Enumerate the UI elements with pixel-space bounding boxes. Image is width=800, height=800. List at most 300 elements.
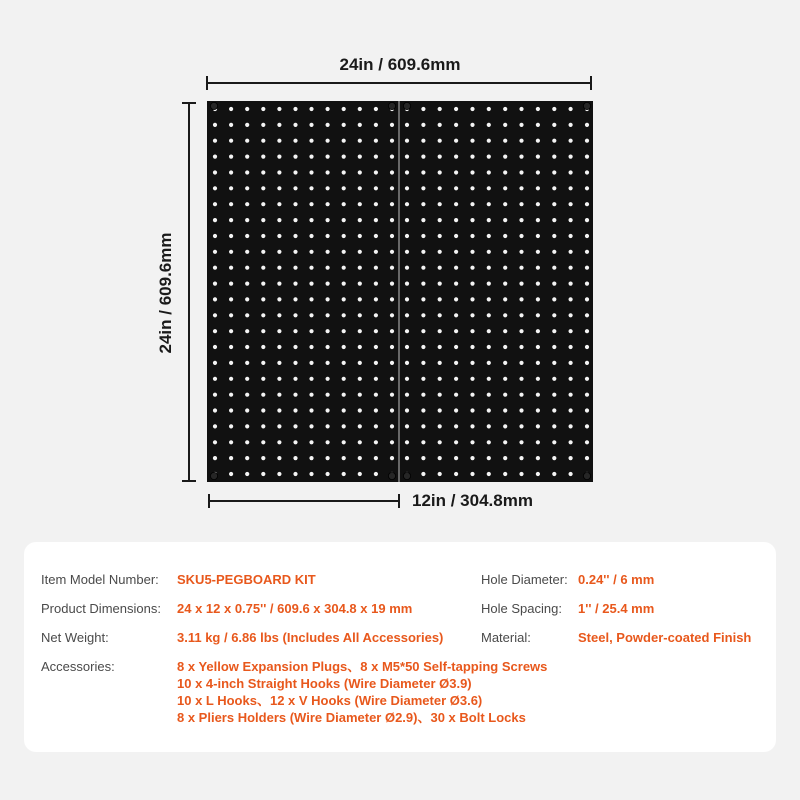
peg-hole: [293, 234, 297, 238]
peg-hole: [421, 202, 425, 206]
peg-hole: [454, 440, 458, 444]
peg-hole: [261, 440, 265, 444]
peg-hole: [470, 139, 474, 143]
peg-hole: [309, 472, 313, 476]
peg-hole: [342, 393, 346, 397]
peg-hole: [487, 186, 491, 190]
peg-hole: [229, 361, 233, 365]
peg-hole: [421, 313, 425, 317]
peg-hole: [309, 424, 313, 428]
peg-hole: [421, 123, 425, 127]
peg-hole: [326, 123, 330, 127]
peg-hole: [503, 440, 507, 444]
peg-hole: [536, 218, 540, 222]
peg-hole: [438, 266, 442, 270]
peg-hole: [585, 456, 589, 460]
peg-hole: [342, 107, 346, 111]
peg-hole: [358, 234, 362, 238]
peg-hole: [585, 345, 589, 349]
peg-hole: [261, 282, 265, 286]
peg-hole: [293, 282, 297, 286]
peg-hole: [503, 139, 507, 143]
peg-hole: [519, 424, 523, 428]
peg-hole: [421, 186, 425, 190]
peg-hole: [213, 250, 217, 254]
peg-hole: [358, 440, 362, 444]
peg-hole: [277, 424, 281, 428]
peg-hole: [470, 361, 474, 365]
peg-hole: [261, 424, 265, 428]
peg-hole: [326, 456, 330, 460]
peg-hole: [552, 393, 556, 397]
peg-hole: [326, 472, 330, 476]
peg-hole: [261, 361, 265, 365]
peg-hole: [342, 329, 346, 333]
peg-hole: [487, 313, 491, 317]
peg-hole: [585, 123, 589, 127]
peg-hole: [454, 218, 458, 222]
peg-hole: [585, 440, 589, 444]
mounting-screw: [403, 472, 410, 479]
peg-hole: [342, 139, 346, 143]
peg-hole: [421, 170, 425, 174]
peg-hole: [229, 456, 233, 460]
peg-hole: [277, 234, 281, 238]
peg-hole: [421, 329, 425, 333]
peg-hole: [358, 170, 362, 174]
peg-hole: [454, 393, 458, 397]
peg-hole: [229, 345, 233, 349]
peg-hole: [569, 234, 573, 238]
peg-hole: [454, 155, 458, 159]
peg-hole: [293, 361, 297, 365]
peg-hole: [342, 155, 346, 159]
peg-hole: [358, 408, 362, 412]
peg-hole: [519, 170, 523, 174]
mounting-screw: [403, 102, 410, 109]
peg-hole: [487, 345, 491, 349]
peg-hole: [569, 155, 573, 159]
peg-hole: [261, 123, 265, 127]
peg-hole: [293, 107, 297, 111]
mounting-screw: [583, 472, 590, 479]
peg-hole: [569, 297, 573, 301]
peg-hole: [326, 234, 330, 238]
peg-hole: [421, 218, 425, 222]
peg-hole: [552, 377, 556, 381]
peg-hole: [470, 170, 474, 174]
peg-hole: [229, 123, 233, 127]
peg-hole: [213, 234, 217, 238]
peg-hole: [438, 408, 442, 412]
peg-hole: [454, 107, 458, 111]
accessories-line: 8 x Pliers Holders (Wire Diameter Ø2.9)、30 x Bolt Locks: [177, 710, 526, 725]
peg-hole: [358, 297, 362, 301]
peg-hole: [519, 329, 523, 333]
peg-hole: [552, 155, 556, 159]
peg-hole: [421, 282, 425, 286]
peg-hole: [438, 218, 442, 222]
peg-hole: [536, 456, 540, 460]
peg-hole: [374, 282, 378, 286]
peg-hole: [358, 107, 362, 111]
peg-hole: [245, 408, 249, 412]
peg-hole: [438, 282, 442, 286]
peg-hole: [405, 329, 409, 333]
peg-hole: [405, 440, 409, 444]
peg-hole: [585, 202, 589, 206]
peg-hole: [405, 424, 409, 428]
peg-hole: [309, 313, 313, 317]
peg-hole: [277, 377, 281, 381]
peg-hole: [487, 377, 491, 381]
peg-hole: [293, 424, 297, 428]
peg-hole: [261, 393, 265, 397]
peg-hole: [519, 155, 523, 159]
peg-hole: [503, 186, 507, 190]
peg-hole: [342, 202, 346, 206]
peg-hole: [229, 107, 233, 111]
peg-hole: [487, 218, 491, 222]
peg-hole: [358, 472, 362, 476]
peg-hole: [503, 297, 507, 301]
peg-hole: [277, 361, 281, 365]
peg-hole: [229, 440, 233, 444]
peg-hole: [405, 218, 409, 222]
peg-hole: [229, 250, 233, 254]
peg-hole: [519, 345, 523, 349]
peg-hole: [390, 345, 394, 349]
peg-hole: [503, 123, 507, 127]
peg-hole: [326, 107, 330, 111]
peg-hole: [585, 250, 589, 254]
peg-hole: [374, 234, 378, 238]
peg-hole: [503, 266, 507, 270]
peg-hole: [245, 107, 249, 111]
peg-hole: [229, 218, 233, 222]
peg-hole: [519, 202, 523, 206]
peg-hole: [358, 250, 362, 254]
peg-hole: [585, 234, 589, 238]
peg-hole: [421, 139, 425, 143]
peg-hole: [229, 139, 233, 143]
peg-hole: [277, 170, 281, 174]
peg-hole: [536, 440, 540, 444]
peg-hole: [552, 424, 556, 428]
peg-hole: [503, 345, 507, 349]
peg-hole: [390, 186, 394, 190]
peg-hole: [552, 218, 556, 222]
peg-hole: [342, 377, 346, 381]
spec-card: [24, 542, 776, 752]
peg-hole: [470, 282, 474, 286]
peg-hole: [405, 345, 409, 349]
peg-hole: [519, 282, 523, 286]
peg-hole: [487, 408, 491, 412]
peg-hole: [438, 155, 442, 159]
peg-hole: [585, 329, 589, 333]
peg-hole: [470, 218, 474, 222]
peg-hole: [326, 393, 330, 397]
peg-hole: [438, 139, 442, 143]
peg-hole: [245, 424, 249, 428]
peg-hole: [421, 297, 425, 301]
peg-hole: [213, 123, 217, 127]
peg-hole: [536, 107, 540, 111]
peg-hole: [374, 297, 378, 301]
peg-hole: [245, 202, 249, 206]
peg-hole: [309, 250, 313, 254]
peg-hole: [503, 155, 507, 159]
peg-hole: [569, 218, 573, 222]
pegboard-right-panel: [400, 101, 593, 482]
peg-hole: [358, 202, 362, 206]
peg-hole: [277, 472, 281, 476]
peg-hole: [487, 202, 491, 206]
peg-hole: [454, 424, 458, 428]
dimensions-label: Product Dimensions:: [41, 601, 161, 616]
peg-hole: [229, 472, 233, 476]
peg-hole: [213, 170, 217, 174]
peg-hole: [293, 123, 297, 127]
peg-hole: [342, 361, 346, 365]
weight-value: 3.11 kg / 6.86 lbs (Includes All Accessories): [177, 630, 444, 645]
peg-hole: [309, 107, 313, 111]
peg-hole: [421, 266, 425, 270]
peg-hole: [552, 186, 556, 190]
peg-hole: [390, 170, 394, 174]
peg-hole: [293, 456, 297, 460]
peg-hole: [229, 282, 233, 286]
peg-hole: [261, 345, 265, 349]
peg-hole: [405, 123, 409, 127]
peg-hole: [277, 282, 281, 286]
peg-hole: [261, 155, 265, 159]
peg-hole: [326, 361, 330, 365]
peg-hole: [309, 361, 313, 365]
peg-hole: [536, 266, 540, 270]
peg-hole: [405, 377, 409, 381]
peg-hole: [536, 345, 540, 349]
peg-hole: [390, 377, 394, 381]
peg-hole: [326, 424, 330, 428]
peg-hole: [342, 218, 346, 222]
peg-hole: [326, 345, 330, 349]
peg-hole: [342, 186, 346, 190]
peg-hole: [585, 218, 589, 222]
peg-hole: [245, 361, 249, 365]
peg-hole: [421, 361, 425, 365]
peg-hole: [438, 250, 442, 254]
peg-hole: [390, 361, 394, 365]
peg-hole: [438, 329, 442, 333]
peg-hole: [503, 202, 507, 206]
peg-hole: [229, 202, 233, 206]
peg-hole: [390, 424, 394, 428]
peg-hole: [503, 408, 507, 412]
peg-hole: [470, 472, 474, 476]
peg-hole: [213, 155, 217, 159]
peg-hole: [326, 186, 330, 190]
peg-hole: [326, 266, 330, 270]
peg-hole: [261, 377, 265, 381]
peg-hole: [487, 472, 491, 476]
peg-hole: [245, 170, 249, 174]
peg-hole: [277, 266, 281, 270]
peg-hole: [454, 345, 458, 349]
peg-hole: [519, 218, 523, 222]
peg-hole: [438, 313, 442, 317]
peg-hole: [503, 329, 507, 333]
peg-hole: [470, 234, 474, 238]
peg-hole: [261, 107, 265, 111]
peg-hole: [470, 123, 474, 127]
peg-hole: [245, 139, 249, 143]
peg-hole: [390, 440, 394, 444]
peg-hole: [454, 282, 458, 286]
peg-hole: [342, 297, 346, 301]
peg-hole: [454, 313, 458, 317]
peg-hole: [213, 282, 217, 286]
peg-hole: [405, 297, 409, 301]
peg-hole: [552, 472, 556, 476]
peg-hole: [358, 155, 362, 159]
peg-hole: [503, 377, 507, 381]
peg-hole: [585, 424, 589, 428]
peg-hole: [569, 313, 573, 317]
peg-hole: [585, 297, 589, 301]
peg-hole: [519, 250, 523, 254]
peg-hole: [405, 313, 409, 317]
peg-hole: [569, 186, 573, 190]
peg-hole: [374, 377, 378, 381]
peg-hole: [503, 313, 507, 317]
peg-hole: [309, 456, 313, 460]
peg-hole: [390, 139, 394, 143]
peg-hole: [569, 361, 573, 365]
peg-hole: [585, 155, 589, 159]
peg-hole: [421, 234, 425, 238]
peg-hole: [438, 234, 442, 238]
peg-hole: [326, 377, 330, 381]
peg-hole: [374, 218, 378, 222]
peg-hole: [358, 266, 362, 270]
peg-hole: [342, 234, 346, 238]
peg-hole: [454, 123, 458, 127]
peg-hole: [245, 266, 249, 270]
peg-hole: [326, 282, 330, 286]
accessories-line: 10 x 4-inch Straight Hooks (Wire Diameter Ø3.9): [177, 676, 472, 691]
peg-hole: [454, 234, 458, 238]
peg-hole: [293, 377, 297, 381]
peg-hole: [454, 472, 458, 476]
peg-hole: [519, 393, 523, 397]
width-dimension-label: 24in / 609.6mm: [339, 55, 461, 74]
peg-hole: [213, 186, 217, 190]
peg-hole: [470, 186, 474, 190]
peg-hole: [229, 266, 233, 270]
peg-hole: [519, 234, 523, 238]
peg-hole: [487, 139, 491, 143]
peg-hole: [342, 408, 346, 412]
peg-hole: [536, 408, 540, 412]
peg-hole: [390, 393, 394, 397]
peg-hole: [552, 408, 556, 412]
peg-hole: [277, 440, 281, 444]
peg-hole: [536, 361, 540, 365]
peg-hole: [585, 139, 589, 143]
peg-hole: [374, 472, 378, 476]
peg-hole: [569, 139, 573, 143]
peg-hole: [585, 282, 589, 286]
peg-hole: [519, 472, 523, 476]
peg-hole: [503, 234, 507, 238]
peg-hole: [487, 361, 491, 365]
peg-hole: [470, 297, 474, 301]
peg-hole: [421, 250, 425, 254]
peg-hole: [536, 155, 540, 159]
panel-width-dimension-label: 12in / 304.8mm: [412, 491, 533, 510]
peg-hole: [229, 297, 233, 301]
peg-hole: [519, 377, 523, 381]
peg-hole: [536, 472, 540, 476]
peg-hole: [552, 345, 556, 349]
peg-hole: [390, 329, 394, 333]
peg-hole: [374, 456, 378, 460]
peg-hole: [261, 250, 265, 254]
peg-hole: [277, 123, 281, 127]
peg-hole: [342, 282, 346, 286]
peg-hole: [293, 297, 297, 301]
peg-hole: [519, 456, 523, 460]
peg-hole: [569, 377, 573, 381]
peg-hole: [487, 250, 491, 254]
peg-hole: [358, 139, 362, 143]
peg-hole: [213, 266, 217, 270]
peg-hole: [277, 297, 281, 301]
peg-hole: [585, 266, 589, 270]
peg-hole: [405, 456, 409, 460]
peg-hole: [309, 266, 313, 270]
peg-hole: [438, 186, 442, 190]
peg-hole: [245, 345, 249, 349]
peg-hole: [569, 440, 573, 444]
peg-hole: [569, 107, 573, 111]
peg-hole: [229, 377, 233, 381]
peg-hole: [213, 456, 217, 460]
peg-hole: [229, 393, 233, 397]
peg-hole: [309, 155, 313, 159]
peg-hole: [293, 472, 297, 476]
peg-hole: [374, 139, 378, 143]
peg-hole: [421, 456, 425, 460]
peg-hole: [438, 393, 442, 397]
peg-hole: [309, 123, 313, 127]
peg-hole: [309, 234, 313, 238]
peg-hole: [536, 139, 540, 143]
peg-hole: [569, 329, 573, 333]
peg-hole: [470, 377, 474, 381]
peg-hole: [470, 202, 474, 206]
peg-hole: [277, 186, 281, 190]
peg-hole: [438, 377, 442, 381]
peg-hole: [569, 424, 573, 428]
peg-hole: [487, 155, 491, 159]
peg-hole: [245, 377, 249, 381]
peg-hole: [309, 377, 313, 381]
peg-hole: [293, 408, 297, 412]
peg-hole: [261, 313, 265, 317]
